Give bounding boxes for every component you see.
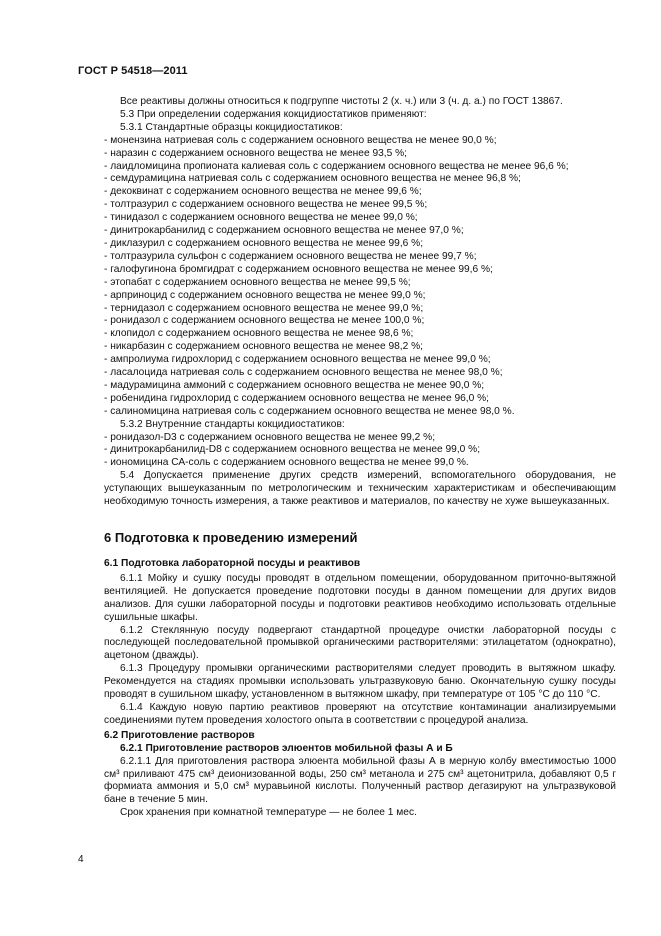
- list-item: - толтразурила сульфон с содержанием основного вещества не менее 99,7 %;: [104, 250, 477, 262]
- list-item: - тернидазол с содержанием основного вещества не менее 99,0 %;: [104, 302, 424, 314]
- page-number: 4: [78, 854, 84, 865]
- list-item: - диклазурил с содержанием основного вещества не менее 99,6 %;: [104, 237, 424, 249]
- list-item: - ампролиума гидрохлорид с содержанием основного вещества не менее 99,0 %;: [104, 354, 491, 366]
- storage-paragraph: Срок хранения при комнатной температуре — не более 1 мес.: [120, 807, 417, 819]
- list-item: - наразин с содержанием основного вещества не менее 93,5 %;: [104, 147, 408, 159]
- section-6-heading: 6 Подготовка к проведению измерений: [104, 530, 358, 545]
- list-item: - динитрокарбанилид-D8 с содержанием основного вещества не менее 99,0 %;: [104, 444, 481, 456]
- section-5-3-1: 5.3.1 Стандартные образцы кокцидиостатиков:: [120, 121, 343, 133]
- section-5-4: 5.4 Допускается применение других средств измерений, вспомогательного оборудования, не уступающих вышеуказанным по метрологическим и техническим характеристикам и обеспечивающим необходимую точность измерения, а также реактивов и материалов, по качеству не хуже вышеуказанных.: [104, 470, 616, 508]
- list-item: - никарбазин с содержанием основного вещества не менее 98,2 %;: [104, 341, 423, 353]
- paragraph-6-1-1: 6.1.1 Мойку и сушку посуды проводят в отдельном помещении, оборудованном приточно-вытяжной вентиляцией. Не допускается проведение подготовки посуды в данном помещении для других видов анализов. Для сушки лабораторной посуды и подготовки реактивов необходимо использовать отдельные сушильные шкафы.: [104, 572, 616, 623]
- section-6-1-heading: 6.1 Подготовка лабораторной посуды и реактивов: [104, 558, 361, 569]
- list-item: - мадурамицина аммоний с содержанием основного вещества не менее 90,0 %;: [104, 379, 485, 391]
- section-5-3-2: 5.3.2 Внутренние стандарты кокцидиостатиков:: [120, 418, 345, 430]
- paragraph-6-2-1-1: 6.2.1.1 Для приготовления раствора элюента мобильной фазы А в мерную колбу вместимостью 1000 см³ приливают 475 см³ деионизованной воды, 250 см³ метанола и 275 см³ ацетонитрила, добавляют 0,5 г формиата аммония и 5,0 см³ муравьиной кислоты. Полученный раствор дегазируют на ультразвуковой бане в течение 5 мин.: [104, 755, 616, 806]
- internal-standards-list: [104, 432, 616, 471]
- list-item: - иономицина СА-соль с содержанием основного вещества не менее 99,0 %.: [104, 457, 469, 469]
- list-item: - ронидазол-D3 с содержанием основного вещества не менее 99,2 %;: [104, 431, 436, 443]
- intro-paragraph: Все реактивы должны относиться к подгруппе чистоты 2 (х. ч.) или 3 (ч. д. а.) по ГОСТ 13867.: [120, 96, 563, 107]
- section-6-2-1-heading: 6.2.1 Приготовление растворов элюентов мобильной фазы А и Б: [120, 742, 453, 754]
- list-item: - декоквинат с содержанием основного вещества не менее 99,6 %;: [104, 186, 422, 198]
- list-item: - галофугинона бромгидрат с содержанием основного вещества не менее 99,6 %;: [104, 263, 493, 275]
- list-item: - тинидазол с содержанием основного вещества не менее 99,0 %;: [104, 212, 418, 224]
- page-body: [104, 96, 616, 820]
- page-header: ГОСТ Р 54518—2011: [78, 65, 188, 77]
- list-item: - монензина натриевая соль с содержанием основного вещества не менее 90,0 %;: [104, 134, 497, 146]
- list-item: - ронидазол с содержанием основного вещества не менее 100,0 %;: [104, 315, 425, 327]
- list-item: - робенидина гидрохлорид с содержанием основного вещества не менее 96,0 %;: [104, 392, 489, 404]
- list-item: - клопидол с содержанием основного вещества не менее 98,6 %;: [104, 328, 414, 340]
- paragraph-6-1-2: 6.1.2 Стеклянную посуду подвергают стандартной процедуре очистки лабораторной посуды с последующей последовательной промывкой органическими растворителями: этилацетатом (однократно), ацетоном (дважды).: [104, 624, 616, 662]
- list-item: - арприноцид с содержанием основного вещества не менее 99,0 %;: [104, 289, 426, 301]
- section-6-2-heading: 6.2 Приготовление растворов: [104, 729, 255, 741]
- section-5-3: 5.3 При определении содержания кокцидиостатиков применяют:: [120, 108, 427, 120]
- paragraph-6-1-4: 6.1.4 Каждую новую партию реактивов проверяют на отсутствие контаминации анализируемыми соединениями путем проведения холостого опыта в соответствии с процедурой анализа.: [104, 701, 616, 726]
- list-item: - салиномицина натриевая соль с содержанием основного вещества не менее 98,0 %.: [104, 405, 515, 417]
- standards-list: [104, 135, 616, 419]
- paragraph-6-1-3: 6.1.3 Процедуру промывки органическими растворителями следует проводить в вытяжном шкафу. Рекомендуется на стадиях промывки использовать ультразвуковую баню. Окончательную сушку посуды проводят в сушильном шкафу, установленном в вытяжном шкафу, при температуре от 105 °С до 110 °С.: [104, 663, 616, 701]
- list-item: - семдурамицина натриевая соль с содержанием основного вещества не менее 96,8 %;: [104, 173, 521, 185]
- list-item: - лаидломицина пропионата калиевая соль с содержанием основного вещества не менее 96,6 %;: [104, 160, 569, 172]
- list-item: - ласалоцида натриевая соль с содержанием основного вещества не менее 98,0 %;: [104, 367, 503, 379]
- list-item: - этопабат с содержанием основного вещества не менее 99,5 %;: [104, 276, 411, 288]
- list-item: - толтразурил с содержанием основного вещества не менее 99,5 %;: [104, 199, 428, 211]
- list-item: - динитрокарбанилид с содержанием основного вещества не менее 97,0 %;: [104, 225, 464, 237]
